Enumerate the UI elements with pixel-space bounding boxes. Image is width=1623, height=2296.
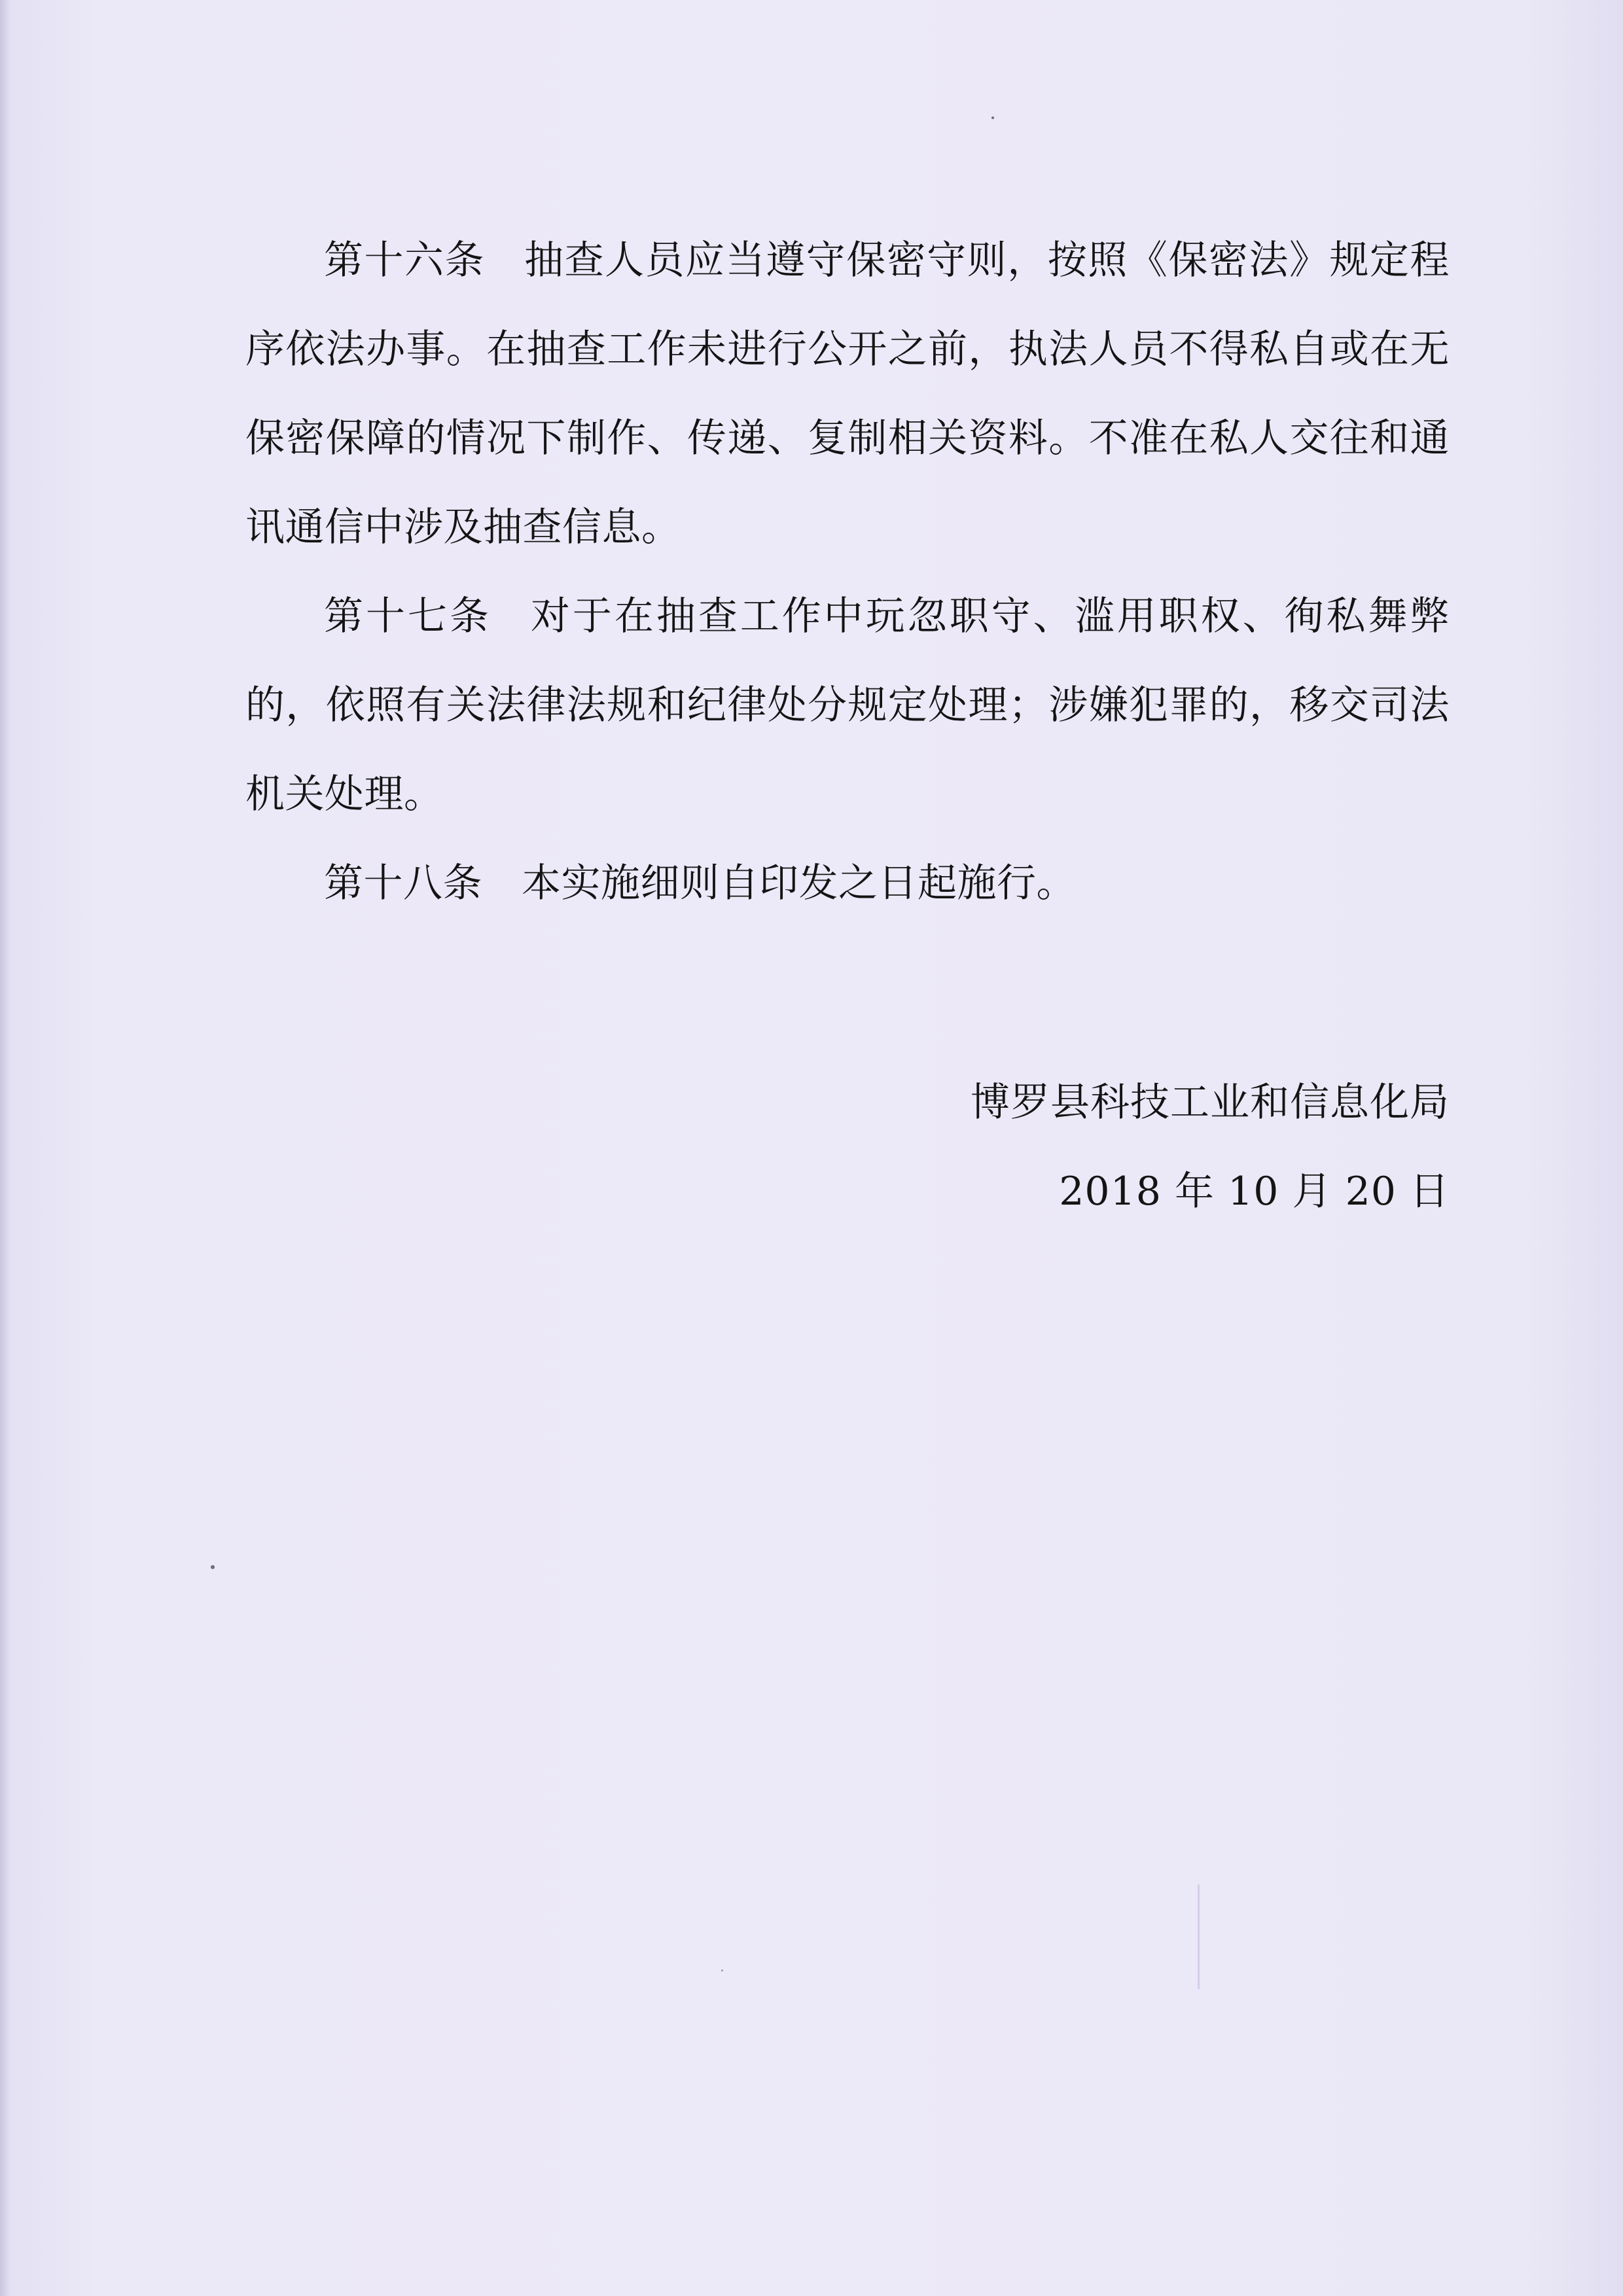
scan-speck [991, 116, 994, 119]
article-text: 对于在抽查工作中玩忽职守、滥用职权、徇私舞弊的，依照有关法律法规和纪律处分规定处理；涉嫌犯罪的，移交司法机关处理。 [245, 593, 1450, 817]
scan-edge-shadow [0, 0, 10, 2296]
document-body [245, 216, 1450, 928]
issue-date: 2018 年 10 月 20 日 [1059, 1169, 1450, 1214]
article-number: 第十六条 [324, 238, 486, 283]
scan-speck [721, 1969, 723, 1971]
scan-speck [211, 1565, 215, 1569]
article-18 [245, 839, 1450, 928]
scan-line [1198, 1884, 1200, 1989]
article-number: 第十七条 [324, 593, 491, 639]
signature-block [971, 1058, 1450, 1236]
article-number: 第十八条 [324, 860, 482, 906]
article-text: 抽查人员应当遵守保密守则，按照《保密法》规定程序依法办事。在抽查工作未进行公开之前，执法人员不得私自或在无保密保障的情况下制作、传递、复制相关资料。不准在私人交往和通讯通信中涉及抽查信息。 [245, 238, 1450, 550]
article-text: 本实施细则自印发之日起施行。 [522, 860, 1076, 906]
article-17 [245, 572, 1450, 839]
issuing-organization: 博罗县科技工业和信息化局 [971, 1080, 1450, 1125]
article-16 [245, 216, 1450, 572]
